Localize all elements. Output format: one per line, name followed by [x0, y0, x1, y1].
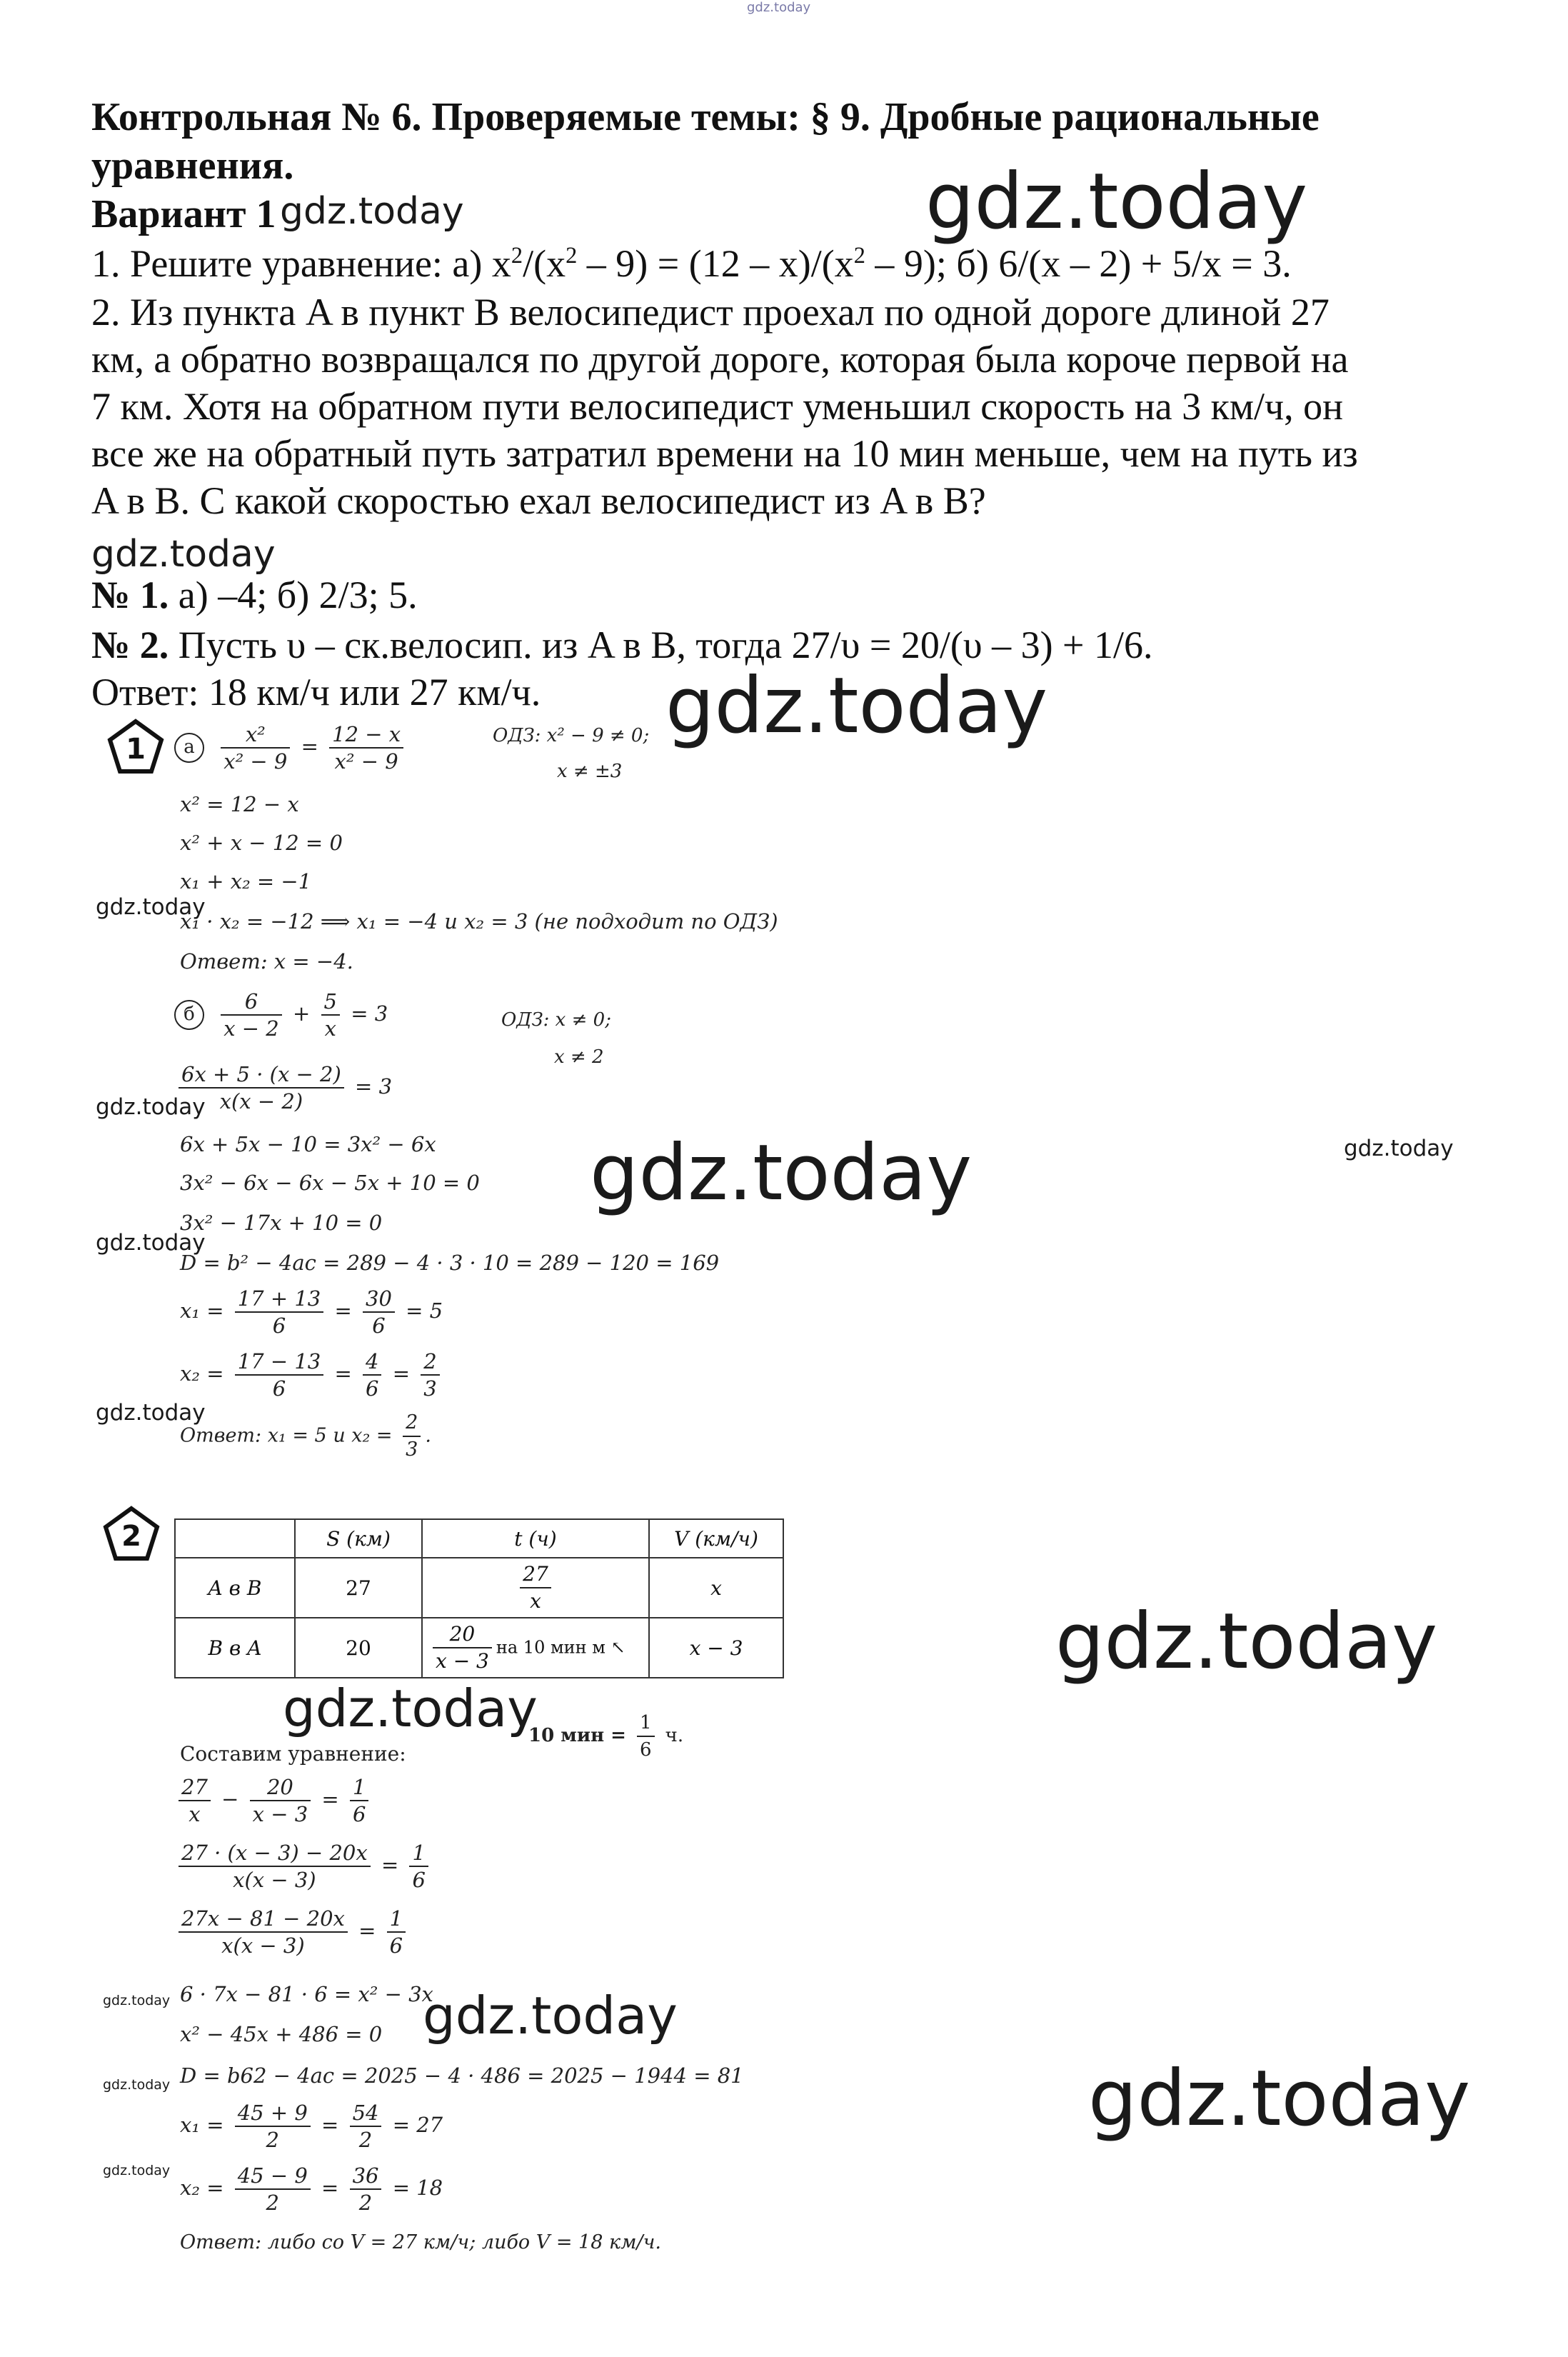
table-row: [175, 1558, 783, 1618]
sol1-a-line: x² + x − 12 = 0: [180, 831, 343, 855]
table-note: на 10 мин м ↖: [496, 1637, 625, 1658]
table-row: [175, 1618, 783, 1678]
task-2-line: A в B. С какой скоростью ехал велосипедист из A в B?: [91, 479, 986, 522]
sol2-eq2: $\frac{27 \cdot (x - 3) - 20x}{x(x - 3)}$ = $\frac{1}{6}$: [174, 1840, 433, 1893]
sol1-a-line: x₁ + x₂ = −1: [180, 869, 312, 894]
watermark: gdz.today: [96, 894, 206, 920]
table-cell: x: [649, 1558, 783, 1618]
sol1-a-line: x₁ · x₂ = −12 ⟹ x₁ = −4 и x₂ = 3 (не подходит по ОДЗ): [180, 909, 778, 934]
sol1-a-answer: Ответ: x = −4.: [180, 949, 353, 974]
sol2-eq1: $\frac{27}{x}$ − $\frac{20}{x - 3}$ = $\frac{1}{6}$: [174, 1774, 373, 1827]
watermark: gdz.today: [1344, 1136, 1454, 1161]
frac: $\frac{17 + 13}{6}$: [235, 1286, 324, 1338]
watermark: gdz.today: [91, 533, 276, 576]
table-cell: x − 3: [649, 1618, 783, 1678]
watermark: gdz.today: [96, 1400, 206, 1426]
badge-2-number: 2: [121, 1520, 141, 1553]
watermark: gdz.today: [590, 1129, 973, 1218]
answer-2-label: № 2.: [91, 624, 169, 666]
watermark: gdz.today: [1088, 2054, 1471, 2143]
badge-1-number: 1: [126, 733, 146, 766]
part-b-circle: б: [174, 1000, 204, 1030]
pentagon-badge-icon: [107, 719, 164, 776]
frac: $\frac{4}{6}$: [363, 1348, 381, 1401]
sol1-x2: x₂ = $\frac{17 - 13}{6}$ = $\frac{4}{6}$ = $\frac{2}{3}$: [180, 1348, 444, 1401]
table-cell: 27: [295, 1558, 422, 1618]
sol1-b-line: 6x + 5x − 10 = 3x² − 6x: [180, 1132, 436, 1156]
table-cell: 20: [295, 1618, 422, 1678]
sol2-x2: x₂ = $\frac{45 - 9}{2}$ = $\frac{36}{2}$ = 18: [180, 2163, 443, 2215]
table-cell: B в A: [175, 1618, 295, 1678]
frac: $\frac{5}{x}$: [321, 989, 340, 1041]
part-a-circle: а: [174, 733, 204, 763]
frac: $\frac{2}{3}$: [403, 1410, 421, 1463]
title-part-a: Контрольная № 6: [91, 95, 412, 139]
answer-2-text: Пусть υ – ск.велосип. из A в B, тогда 27/υ = 20/(υ – 3) + 1/6.: [169, 624, 1153, 666]
plus-sign: +: [292, 1001, 311, 1026]
odz-a-line2: x ≠ ±3: [557, 761, 623, 782]
watermark: gdz.today: [925, 157, 1308, 246]
sol1-a-line: x² = 12 − x: [180, 792, 299, 816]
task1-sup-2: 2: [566, 243, 578, 269]
table-cell: $\frac{27}{x}$: [422, 1558, 649, 1618]
sol2-line: x² − 45x + 486 = 0: [180, 2022, 383, 2046]
watermark: gdz.today: [665, 661, 1048, 751]
pentagon-badge-icon: [103, 1506, 160, 1563]
frac: $\frac{6}{x - 2}$: [221, 989, 282, 1041]
task1-text-b: /(x: [523, 242, 566, 285]
answer-3: Ответ: 18 км/ч или 27 км/ч.: [91, 671, 541, 714]
table-cell: $\frac{20}{x - 3}$ на 10 мин м ↖: [422, 1618, 649, 1678]
sol1-eq-a: [174, 721, 408, 774]
answer-1: [91, 571, 418, 619]
sol1-eq-b: [174, 989, 388, 1041]
frac: $\frac{6x + 5 \cdot (x - 2)}{x(x - 2)}$: [179, 1061, 344, 1114]
odz-b-line2: x ≠ 2: [554, 1046, 604, 1068]
sol2-line: D = b62 − 4ac = 2025 − 4 · 486 = 2025 − 1944 = 81: [180, 2063, 744, 2088]
watermark: gdz.today: [423, 1986, 678, 2046]
sol1-b-combined: [174, 1061, 392, 1114]
sol1-x1: x₁ = $\frac{17 + 13}{6}$ = $\frac{30}{6}$ = 5: [180, 1286, 443, 1338]
sol2-answer: Ответ: либо со V = 27 км/ч; либо V = 18 км/ч.: [180, 2231, 661, 2253]
task-1: [91, 240, 1292, 287]
table-header-cell: V (км/ч): [649, 1519, 783, 1558]
rhs: = 3: [351, 1001, 388, 1026]
answer-1-label: № 1.: [91, 574, 169, 616]
watermark: gdz.today: [96, 1230, 206, 1256]
sol1-b-line: D = b² − 4ac = 289 − 4 · 3 · 10 = 289 − 120 = 169: [180, 1251, 720, 1275]
motion-table: [174, 1518, 784, 1678]
sol2-eq3: $\frac{27x - 81 - 20x}{x(x - 3)}$ = $\frac{1}{6}$: [174, 1906, 410, 1958]
task-2-line: все же на обратный путь затратил времени на 10 мин меньше, чем на путь из: [91, 432, 1358, 475]
table-header-row: [175, 1519, 783, 1558]
variant-label: Вариант 1: [91, 192, 276, 236]
task-2-line: 7 км. Хотя на обратном пути велосипедист уменьшил скорость на 3 км/ч, он: [91, 385, 1344, 428]
frac: $\frac{12 - x}{\text{x² − 9}}$: [329, 721, 403, 774]
sol1-b-line: 3x² − 17x + 10 = 0: [180, 1211, 383, 1235]
table-cell: A в B: [175, 1558, 295, 1618]
frac: $\frac{\text{x²}}{\text{x² − 9}}$: [221, 721, 290, 774]
task-2-line: 2. Из пункта A в пункт B велосипедист проехал по одной дороге длиной 27: [91, 291, 1330, 334]
watermark: gdz.today: [103, 2077, 171, 2093]
watermark: gdz.today: [103, 2163, 171, 2178]
sol2-x1: x₁ = $\frac{45 + 9}{2}$ = $\frac{54}{2}$ = 27: [180, 2101, 443, 2152]
page-title: [91, 93, 1320, 141]
watermark: gdz.today: [283, 1678, 538, 1738]
frac: $\frac{30}{6}$: [363, 1286, 395, 1338]
watermark: gdz.today: [103, 1993, 171, 2008]
task-2-line: км, а обратно возвращался по другой дороге, которая была короче первой на: [91, 338, 1349, 381]
watermark: gdz.today: [1055, 1597, 1438, 1686]
title-part-b: . Проверяемые темы: § 9. Дробные рациональные: [411, 95, 1320, 139]
task1-text-d: – 9); б) 6/(x – 2) + 5/x = 3.: [865, 242, 1292, 285]
page-title-line2: уравнения.: [91, 144, 294, 188]
task1-sup-3: 2: [853, 243, 865, 269]
odz-b-line1: ОДЗ: x ≠ 0;: [501, 1009, 611, 1031]
table-header-cell: t (ч): [422, 1519, 649, 1558]
compose-label: Составим уравнение:: [180, 1742, 406, 1766]
answer-1-text: а) –4; б) 2/3; 5.: [169, 574, 418, 616]
watermark: gdz.today: [96, 1094, 206, 1120]
sol1-answer-b: Ответ: x₁ = 5 и x₂ = $\frac{2}{3}$ .: [180, 1410, 431, 1463]
odz-a-line1: ОДЗ: x² − 9 ≠ 0;: [493, 725, 650, 746]
rhs: = 3: [355, 1074, 393, 1099]
sol2-line: 6 · 7x − 81 · 6 = x² − 3x: [180, 1982, 433, 2006]
top-watermark: gdz.today: [747, 0, 811, 15]
watermark: gdz.today: [280, 190, 464, 233]
ten-min-note: 10 мин = $\frac{1}{6}$ ч.: [528, 1710, 683, 1763]
table-header-cell: S (км): [295, 1519, 422, 1558]
equals-sign: =: [301, 734, 318, 759]
task1-text-c: – 9) = (12 – x)/(x: [577, 242, 854, 285]
frac: $\frac{2}{3}$: [421, 1348, 439, 1401]
task1-text-a: 1. Решите уравнение: а) x: [91, 242, 511, 285]
frac: $\frac{17 - 13}{6}$: [235, 1348, 324, 1401]
task1-sup-1: 2: [511, 243, 523, 269]
table-header-cell: [175, 1519, 295, 1558]
sol1-b-line: 3x² − 6x − 6x − 5x + 10 = 0: [180, 1171, 480, 1195]
